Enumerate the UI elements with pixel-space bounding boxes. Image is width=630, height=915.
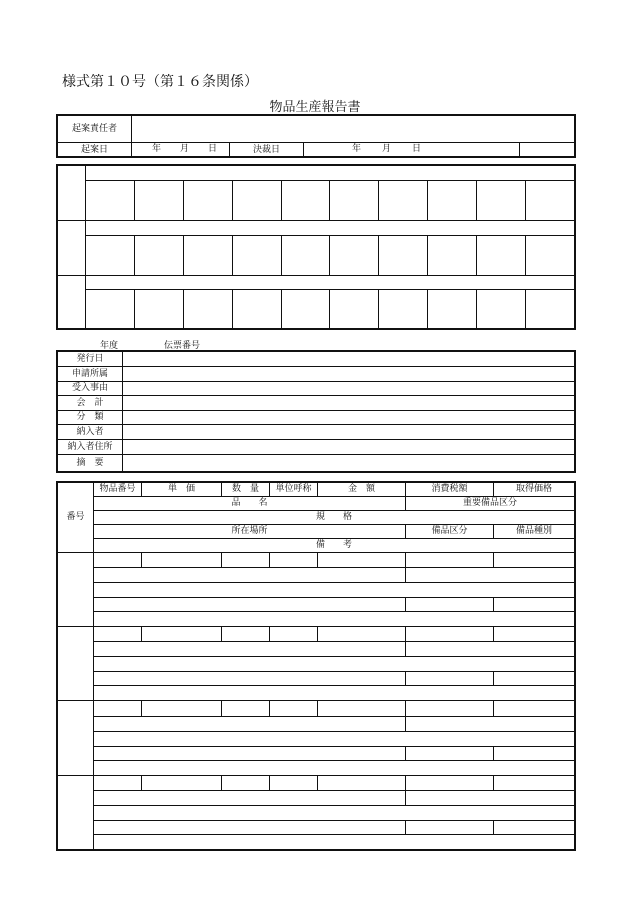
item-field[interactable]	[318, 775, 406, 790]
item-field[interactable]	[94, 760, 575, 775]
item-field[interactable]	[94, 790, 406, 805]
stamp-header-cell[interactable]	[86, 276, 575, 290]
stamp-grid	[57, 165, 575, 330]
stamp-cell[interactable]	[330, 236, 379, 276]
stamp-cell[interactable]	[526, 290, 575, 330]
summary-cell[interactable]	[123, 455, 575, 473]
item-field[interactable]	[222, 627, 270, 642]
stamp-cell[interactable]	[526, 236, 575, 276]
item-field[interactable]	[406, 627, 494, 642]
item-field[interactable]	[406, 553, 494, 568]
approval-date-cell[interactable]	[304, 143, 520, 158]
item-field[interactable]	[406, 672, 494, 686]
item-field[interactable]	[494, 746, 575, 760]
form-title: 物品生産報告書	[269, 100, 361, 115]
item-field[interactable]	[94, 568, 406, 583]
item-field[interactable]	[94, 657, 575, 672]
col-equipment-type: 備品種別	[494, 525, 575, 539]
receipt-reason-label: 受入事由	[58, 382, 123, 396]
item-field[interactable]	[494, 701, 575, 716]
item-field[interactable]	[270, 775, 318, 790]
item-field[interactable]	[494, 820, 575, 834]
col-location: 所在場所	[94, 525, 406, 539]
item-field[interactable]	[94, 583, 575, 598]
stamp-cell[interactable]	[428, 236, 477, 276]
issue-date-label: 発行日	[58, 352, 123, 367]
voucher-table	[57, 351, 575, 473]
col-remarks: 備 考	[94, 539, 575, 553]
item-field[interactable]	[94, 627, 142, 642]
item-field[interactable]	[494, 775, 575, 790]
stamp-group-cell	[58, 221, 86, 276]
blank-cell[interactable]	[520, 143, 576, 158]
item-field[interactable]	[94, 746, 406, 760]
item-field[interactable]	[494, 553, 575, 568]
item-field[interactable]	[406, 775, 494, 790]
stamp-cell[interactable]	[379, 290, 428, 330]
number-label: 番号	[58, 483, 94, 553]
receipt-reason-cell[interactable]	[123, 382, 575, 396]
item-field[interactable]	[94, 775, 142, 790]
supplier-cell[interactable]	[123, 425, 575, 440]
approval-date-label: 決裁日	[230, 143, 304, 158]
stamp-cell[interactable]	[183, 290, 232, 330]
item-field[interactable]	[142, 627, 222, 642]
item-field[interactable]	[406, 716, 575, 731]
col-equipment-category: 備品区分	[406, 525, 494, 539]
applicant-dept-label: 申請所属	[58, 367, 123, 382]
draft-year-label: 年	[152, 144, 162, 154]
supplier-address-label: 納入者住所	[58, 440, 123, 455]
stamp-cell[interactable]	[232, 236, 281, 276]
stamp-cell[interactable]	[183, 181, 232, 221]
stamp-cell[interactable]	[134, 181, 183, 221]
item-field[interactable]	[94, 642, 406, 657]
stamp-group-cell	[58, 276, 86, 330]
col-acquisition-price: 取得価格	[494, 483, 575, 497]
stamp-cell[interactable]	[379, 236, 428, 276]
item-field[interactable]	[222, 553, 270, 568]
col-unit-price: 単 価	[142, 483, 222, 497]
item-number-cell[interactable]	[58, 553, 94, 627]
item-field[interactable]	[406, 790, 575, 805]
item-field[interactable]	[142, 775, 222, 790]
form-id: 様式第１０号（第１６条関係）	[62, 74, 258, 90]
item-field[interactable]	[94, 672, 406, 686]
item-field[interactable]	[142, 553, 222, 568]
item-field[interactable]	[94, 820, 406, 834]
item-field[interactable]	[318, 553, 406, 568]
stamp-group-cell	[58, 166, 86, 221]
stamp-cell[interactable]	[428, 181, 477, 221]
stamp-cell[interactable]	[330, 181, 379, 221]
responsible-value-cell[interactable]	[132, 116, 576, 143]
item-field[interactable]	[270, 627, 318, 642]
item-field[interactable]	[94, 716, 406, 731]
col-item-number: 物品番号	[94, 483, 142, 497]
draft-date-cell[interactable]	[132, 143, 230, 158]
item-field[interactable]	[494, 627, 575, 642]
stamp-cell[interactable]	[134, 290, 183, 330]
stamp-cell[interactable]	[134, 236, 183, 276]
item-field[interactable]	[406, 598, 494, 612]
approval-month-label: 月	[382, 144, 392, 154]
col-consumption-tax: 消費税額	[406, 483, 494, 497]
item-field[interactable]	[494, 598, 575, 612]
col-unit-name: 単位呼称	[270, 483, 318, 497]
voucher-no-label: 伝票番号	[164, 341, 201, 351]
stamp-cell[interactable]	[232, 290, 281, 330]
item-field[interactable]	[406, 701, 494, 716]
item-field[interactable]	[94, 834, 575, 849]
item-number-cell[interactable]	[58, 627, 94, 701]
item-number-cell[interactable]	[58, 701, 94, 775]
col-item-name: 品 名	[94, 497, 406, 511]
item-field[interactable]	[318, 701, 406, 716]
stamp-cell[interactable]	[526, 181, 575, 221]
stamp-cell[interactable]	[477, 181, 526, 221]
approval-day-label: 日	[412, 144, 422, 154]
col-quantity: 数 量	[222, 483, 270, 497]
item-field[interactable]	[270, 701, 318, 716]
stamp-cell[interactable]	[86, 290, 135, 330]
stamp-cell[interactable]	[281, 236, 330, 276]
stamp-header-cell[interactable]	[86, 166, 575, 181]
col-important-category: 重要備品区分	[406, 497, 575, 511]
stamp-cell[interactable]	[281, 290, 330, 330]
col-specification: 規 格	[94, 511, 575, 525]
item-field[interactable]	[94, 598, 406, 612]
applicant-dept-cell[interactable]	[123, 367, 575, 382]
item-field[interactable]	[94, 805, 575, 820]
item-field[interactable]	[494, 672, 575, 686]
item-field[interactable]	[94, 612, 575, 627]
responsible-label: 起案責任者	[58, 116, 132, 143]
stamp-cell[interactable]	[86, 236, 135, 276]
item-field[interactable]	[406, 568, 575, 583]
item-field[interactable]	[270, 553, 318, 568]
supplier-label: 納入者	[58, 425, 123, 440]
stamp-cell[interactable]	[428, 290, 477, 330]
initiator-table	[57, 115, 576, 158]
item-field[interactable]	[142, 701, 222, 716]
item-field[interactable]	[222, 775, 270, 790]
items-table	[57, 482, 575, 850]
col-amount: 金 額	[318, 483, 406, 497]
stamp-cell[interactable]	[183, 236, 232, 276]
item-number-cell[interactable]	[58, 775, 94, 849]
stamp-cell[interactable]	[477, 236, 526, 276]
item-field[interactable]	[406, 746, 494, 760]
item-field[interactable]	[94, 553, 142, 568]
stamp-cell[interactable]	[281, 181, 330, 221]
item-field[interactable]	[318, 627, 406, 642]
item-field[interactable]	[94, 686, 575, 701]
category-cell[interactable]	[123, 411, 575, 425]
fiscal-year-label: 年度	[100, 341, 119, 351]
item-field[interactable]	[94, 731, 575, 746]
supplier-address-cell[interactable]	[123, 440, 575, 455]
summary-label: 摘 要	[58, 455, 123, 473]
stamp-cell[interactable]	[330, 290, 379, 330]
draft-day-label: 日	[208, 144, 218, 154]
stamp-cell[interactable]	[477, 290, 526, 330]
item-field[interactable]	[222, 701, 270, 716]
draft-date-label: 起案日	[58, 143, 132, 158]
draft-month-label: 月	[180, 144, 190, 154]
item-field[interactable]	[94, 701, 142, 716]
stamp-cell[interactable]	[86, 181, 135, 221]
item-field[interactable]	[406, 820, 494, 834]
stamp-cell[interactable]	[232, 181, 281, 221]
stamp-cell[interactable]	[379, 181, 428, 221]
stamp-header-cell[interactable]	[86, 221, 575, 236]
account-cell[interactable]	[123, 396, 575, 411]
account-label: 会 計	[58, 396, 123, 411]
category-label: 分 類	[58, 411, 123, 425]
item-field[interactable]	[406, 642, 575, 657]
issue-date-cell[interactable]	[123, 352, 575, 367]
approval-year-label: 年	[352, 144, 362, 154]
